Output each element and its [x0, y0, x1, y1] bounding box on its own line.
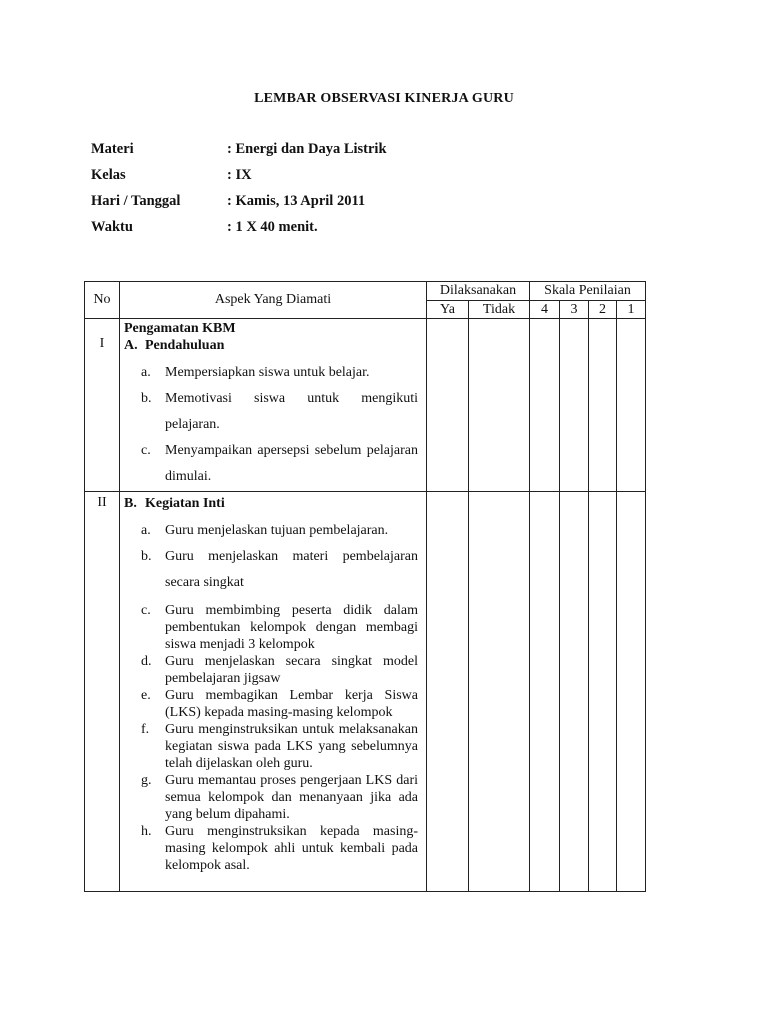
table-row-section-2 [85, 492, 646, 892]
section-no-cell [85, 319, 120, 492]
header-ya: Ya [427, 301, 469, 319]
meta-value: : Kamis, 13 April 2011 [227, 193, 366, 209]
item-text: Menyampaikan apersepsi sebelum pelajaran dimulai. [165, 443, 418, 484]
meta-label: Waktu [91, 219, 133, 235]
item-letter: g. [141, 773, 152, 788]
item-letter: e. [141, 688, 151, 703]
group-title: Pengamatan KBM [124, 321, 236, 336]
list-item [120, 438, 426, 490]
meta-row-materi [91, 141, 387, 167]
meta-value: : IX [227, 167, 252, 183]
section-letter: A. [124, 338, 138, 353]
section-title: Pendahuluan [145, 338, 225, 353]
meta-label: Kelas [91, 167, 126, 183]
list-item [120, 544, 426, 596]
list-item [120, 721, 426, 772]
section-heading [120, 492, 426, 512]
item-letter: c. [141, 443, 151, 458]
header-score-3: 3 [560, 301, 589, 319]
item-letter: a. [141, 523, 151, 538]
ya-cell[interactable] [427, 319, 469, 492]
list-item [120, 772, 426, 823]
score-1-cell[interactable] [617, 492, 646, 892]
item-letter: d. [141, 654, 152, 669]
aspect-cell [120, 492, 427, 892]
header-tidak: Tidak [469, 301, 530, 319]
score-4-cell[interactable] [530, 492, 560, 892]
item-text: Memotivasi siswa untuk mengikuti pelajaran. [165, 391, 418, 432]
item-letter: a. [141, 365, 151, 380]
item-text: Guru menginstruksikan kepada masing-masing kelompok ahli untuk kembali pada kelompok asal. [165, 824, 418, 873]
header-dilaksanakan: Dilaksanakan [427, 282, 530, 301]
header-no: No [85, 282, 120, 319]
meta-row-kelas [91, 167, 387, 193]
list-item [120, 518, 426, 544]
header-score-4: 4 [530, 301, 560, 319]
list-item [120, 687, 426, 721]
section-no-cell [85, 492, 120, 892]
item-list [120, 596, 426, 874]
section-title: Kegiatan Inti [145, 496, 225, 511]
header-skala-penilaian: Skala Penilaian [530, 282, 646, 301]
aspect-cell [120, 319, 427, 492]
item-list [120, 354, 426, 490]
list-item [120, 823, 426, 874]
item-text: Guru memantau proses pengerjaan LKS dari semua kelompok dan menanyaan jika ada yang belum dipahami. [165, 773, 418, 822]
score-1-cell[interactable] [617, 319, 646, 492]
meta-info [91, 141, 387, 245]
item-letter: c. [141, 603, 151, 618]
tidak-cell[interactable] [469, 319, 530, 492]
meta-value: : Energi dan Daya Listrik [227, 141, 387, 157]
score-2-cell[interactable] [589, 492, 617, 892]
item-letter: h. [141, 824, 152, 839]
item-letter: b. [141, 391, 152, 406]
section-letter: B. [124, 496, 137, 511]
item-letter: f. [141, 722, 150, 737]
meta-label: Materi [91, 141, 134, 157]
section-number: I [99, 336, 105, 351]
item-text: Guru membagikan Lembar kerja Siswa (LKS) kepada masing-masing kelompok [165, 688, 418, 720]
item-text: Mempersiapkan siswa untuk belajar. [165, 365, 370, 380]
ya-cell[interactable] [427, 492, 469, 892]
list-item [120, 386, 426, 438]
item-list [120, 512, 426, 596]
document-title: LEMBAR OBSERVASI KINERJA GURU [254, 91, 514, 106]
score-2-cell[interactable] [589, 319, 617, 492]
header-score-2: 2 [589, 301, 617, 319]
section-number: II [97, 495, 107, 510]
item-text: Guru menjelaskan materi pembelajaran secara singkat [165, 549, 418, 590]
observation-table [84, 281, 646, 892]
score-4-cell[interactable] [530, 319, 560, 492]
list-item [120, 653, 426, 687]
item-letter: b. [141, 549, 152, 564]
score-3-cell[interactable] [560, 319, 589, 492]
item-text: Guru menjelaskan secara singkat model pembelajaran jigsaw [165, 654, 418, 686]
tidak-cell[interactable] [469, 492, 530, 892]
item-text: Guru membimbing peserta didik dalam pembentukan kelompok dengan membagi siswa menjadi 3 kelompok [165, 603, 418, 652]
header-score-1: 1 [617, 301, 646, 319]
table-row-section-1 [85, 319, 646, 492]
list-item [120, 360, 426, 386]
meta-row-waktu [91, 219, 387, 245]
header-aspek: Aspek Yang Diamati [120, 282, 427, 319]
list-item [120, 602, 426, 653]
section-heading [120, 337, 426, 354]
item-text: Guru menginstruksikan untuk melaksanakan kegiatan siswa pada LKS yang sebelumnya telah dijelaskan oleh guru. [165, 722, 418, 771]
meta-row-tanggal [91, 193, 387, 219]
meta-value: : 1 X 40 menit. [227, 219, 318, 235]
meta-label: Hari / Tanggal [91, 193, 181, 209]
item-text: Guru menjelaskan tujuan pembelajaran. [165, 523, 389, 538]
score-3-cell[interactable] [560, 492, 589, 892]
